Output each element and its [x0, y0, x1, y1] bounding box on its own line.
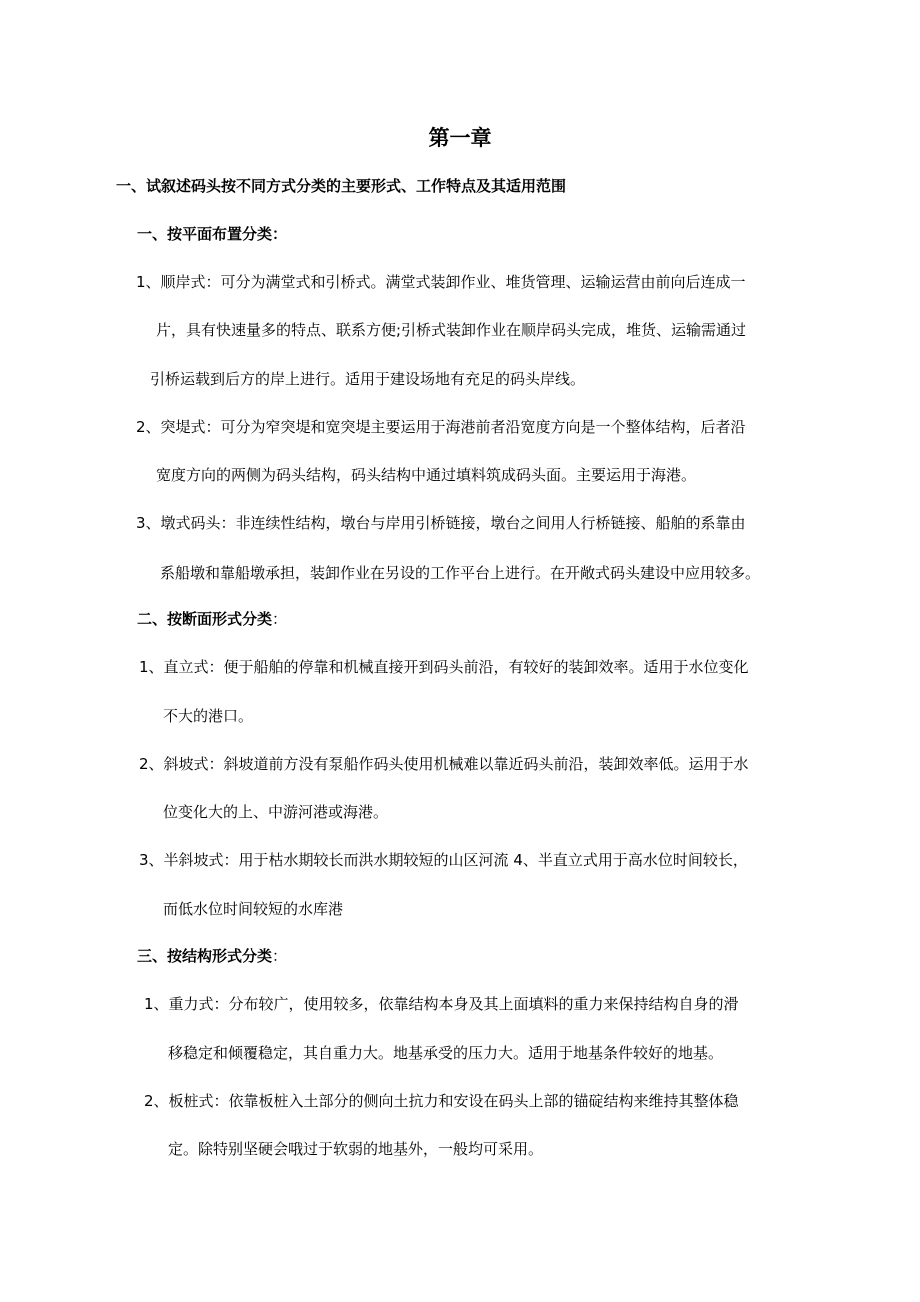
section-heading-plan-layout: [137, 223, 287, 245]
item-line: 1、重力式：分布较广，使用较多，依靠结构本身及其上面填料的重力来保持结构自身的滑: [144, 995, 739, 1013]
item-line: 宽度方向的两侧为码头结构，码头结构中通过填料筑成码头面。主要运用于海港。: [156, 466, 697, 484]
section-heading-text: 三、按结构形式分类: [137, 947, 273, 965]
item-line: 片，具有快速量多的特点、联系方便;引桥式装卸作业在顺岸码头完成，堆货、运输需通过: [156, 321, 747, 339]
item-line: 1、顺岸式：可分为满堂式和引桥式。满堂式装卸作业、堆货管理、运输运营由前向后连成一: [136, 273, 746, 291]
question-heading: 一、试叙述码头按不同方式分类的主要形式、工作特点及其适用范围: [116, 177, 567, 195]
item-line: 1、直立式：便于船舶的停靠和机械直接开到码头前沿，有较好的装卸效率。适用于水位变化: [139, 658, 749, 676]
item-line: 引桥运载到后方的岸上进行。适用于建设场地有充足的码头岸线。: [150, 370, 586, 388]
item-line: 3、墩式码头：非连续性结构，墩台与岸用引桥链接，墩台之间用人行桥链接、船舶的系靠由: [136, 514, 746, 532]
item-line: 而低水位时间较短的水库港: [163, 900, 344, 918]
item-line: 2、突堤式：可分为窄突堤和宽突堤主要运用于海港前者沿宽度方向是一个整体结构，后者沿: [136, 418, 746, 436]
item-line: 2、斜坡式：斜坡道前方没有泵船作码头使用机械难以靠近码头前沿，装卸效率低。运用于水: [139, 755, 749, 773]
section-heading-text: 二、按断面形式分类: [137, 610, 273, 628]
item-line: 不大的港口。: [163, 707, 254, 725]
item-line: 2、板桩式：依靠板桩入土部分的侧向土抗力和安设在码头上部的锚碇结构来维持其整体稳: [144, 1092, 739, 1110]
section-heading-structure: [137, 945, 287, 967]
item-line: 位变化大的上、中游河港或海港。: [163, 803, 389, 821]
section-heading-cross-section: [137, 608, 287, 630]
section-heading-suffix: ：: [272, 947, 288, 965]
chapter-title: 第一章: [428, 126, 492, 150]
item-line: 系船墩和靠船墩承担，装卸作业在另设的工作平台上进行。在开敞式码头建设中应用较多。: [160, 564, 761, 582]
item-line: 移稳定和倾覆稳定，其自重力大。地基承受的压力大。适用于地基条件较好的地基。: [168, 1044, 724, 1062]
item-line: 定。除特别坚硬会哦过于软弱的地基外，一般均可采用。: [168, 1140, 544, 1158]
section-heading-suffix: ：: [272, 610, 288, 628]
section-heading-text: 一、按平面布置分类：: [137, 225, 288, 243]
item-line: 3、半斜坡式：用于枯水期较长而洪水期较短的山区河流 4、半直立式用于高水位时间较长，: [139, 851, 748, 869]
